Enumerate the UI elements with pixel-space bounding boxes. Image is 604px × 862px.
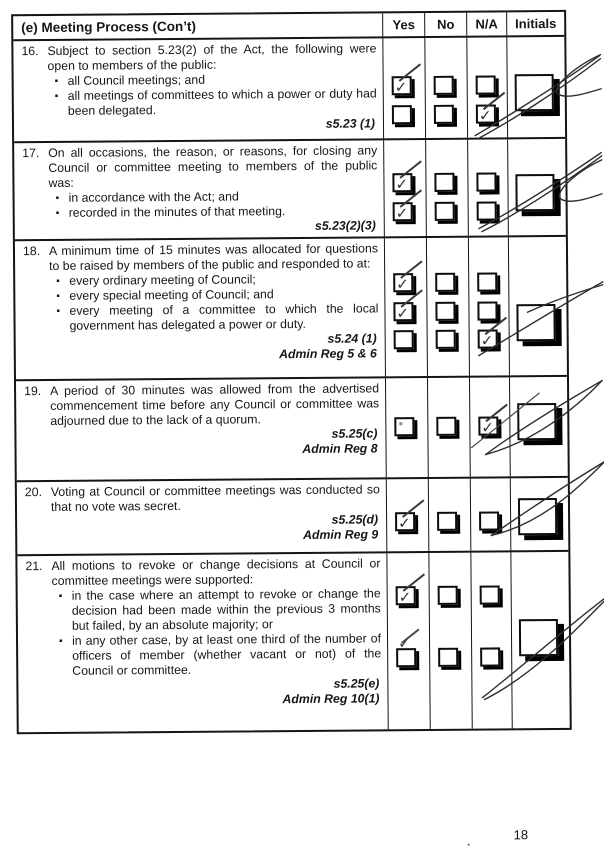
bullet-item: ▪ all meetings of committees to which a power or duty had been delegated. <box>55 86 377 119</box>
checkbox-16b-no[interactable] <box>434 105 454 124</box>
checkbox-16a-yes[interactable] <box>392 76 412 95</box>
no-cell <box>426 238 469 376</box>
checklist-table <box>11 10 572 734</box>
yes-cell <box>386 479 429 551</box>
checkbox-18c-no[interactable] <box>436 330 456 349</box>
item-number: 20. <box>24 485 43 500</box>
statute-ref: Admin Reg 9 <box>302 527 379 542</box>
item-number: 21. <box>25 559 43 574</box>
initials-box-21[interactable] <box>519 619 558 656</box>
na-cell <box>468 237 509 375</box>
checkbox-16a-no[interactable] <box>434 76 454 95</box>
initials-cell <box>506 37 565 137</box>
no-cell <box>427 378 470 477</box>
bullet-item: ▪ in any other case, by at least one third of the number of officers of member (whether vacant or not) of the Council or committee. <box>59 631 381 679</box>
item-text: Voting at Council or committee meetings was conducted so that no vote was secret. <box>50 482 380 514</box>
checkbox-19-na[interactable] <box>478 416 498 435</box>
scan-speck <box>468 844 470 846</box>
na-cell <box>470 552 511 728</box>
checkbox-18c-yes[interactable] <box>394 330 414 349</box>
checkbox-19-yes[interactable] <box>394 417 414 436</box>
checkbox-19-no[interactable] <box>436 417 456 436</box>
bullet-item: ▪ every meeting of a committee to which the local government has delegated a power or duty. <box>56 301 378 334</box>
na-cell <box>470 478 511 550</box>
initials-cell <box>508 237 567 375</box>
checkbox-21b-na[interactable] <box>480 647 500 666</box>
initials-box-18[interactable] <box>516 304 555 341</box>
statute-ref: s5.25(d) <box>331 512 379 527</box>
checkbox-18a-yes[interactable] <box>393 273 413 292</box>
table-row-17 <box>14 137 566 239</box>
item-text: A period of 30 minutes was allowed from the advertised commencement time before any Council or committee was adjourned due to the lack of a quorum. <box>50 381 380 428</box>
na-cell <box>469 377 510 476</box>
initials-cell <box>510 478 569 550</box>
bullet-item: ▪ every ordinary meeting of Council; <box>56 271 378 289</box>
yes-cell <box>384 238 427 376</box>
statute-ref: s5.25(e) <box>333 676 380 691</box>
column-header-yes: Yes <box>382 13 424 36</box>
page-number: 18 <box>513 827 529 843</box>
bullet-item: ▪ in accordance with the Act; and <box>56 188 378 206</box>
checkbox-16a-na[interactable] <box>476 75 496 94</box>
checkbox-17a-na[interactable] <box>476 172 496 191</box>
checkbox-18c-na[interactable] <box>478 329 498 348</box>
checkbox-18a-na[interactable] <box>477 272 497 291</box>
checkbox-21b-yes[interactable] <box>396 648 416 667</box>
no-cell <box>425 140 468 236</box>
item-text: Subject to section 5.23(2) of the Act, the following were open to members of the public: <box>47 41 377 73</box>
yes-cell <box>382 38 425 138</box>
table-row-18 <box>15 235 567 379</box>
item-number: 17. <box>22 146 40 161</box>
checkbox-16b-yes[interactable] <box>392 105 412 124</box>
bullet-item: ▪ recorded in the minutes of that meeting. <box>56 203 378 221</box>
section-title: (e) Meeting Process (Con’t) <box>21 18 197 36</box>
statute-ref: s5.23(2)(3) <box>314 218 376 233</box>
table-row-20 <box>17 476 569 554</box>
no-cell <box>424 38 467 138</box>
initials-cell <box>507 139 566 235</box>
initials-box-17[interactable] <box>515 174 554 211</box>
checkbox-21a-no[interactable] <box>438 586 458 605</box>
checkbox-20-yes[interactable] <box>395 512 415 531</box>
checkbox-17a-yes[interactable] <box>392 173 412 192</box>
checkbox-18b-yes[interactable] <box>393 302 413 321</box>
no-cell <box>428 479 471 551</box>
na-cell <box>467 139 508 235</box>
checkbox-21a-na[interactable] <box>480 585 500 604</box>
statute-ref: Admin Reg 5 & 6 <box>279 346 377 362</box>
table-row-21 <box>17 550 569 732</box>
checkbox-20-na[interactable] <box>479 511 499 530</box>
column-header-initials: Initials <box>506 12 564 35</box>
initials-box-19[interactable] <box>517 403 556 440</box>
checkbox-17a-no[interactable] <box>434 173 454 192</box>
yes-cell <box>385 378 428 477</box>
statute-ref: s5.24 (1) <box>327 331 377 346</box>
item-text: A minimum time of 15 minutes was allocated for questions to be raised by members of the public and responded to at: <box>48 241 379 273</box>
item-text: All motions to revoke or change decisions at Council or committee meetings were supported: <box>51 556 381 588</box>
checkbox-21a-yes[interactable] <box>396 586 416 605</box>
item-number: 19. <box>24 384 42 399</box>
statute-ref: s5.25(c) <box>331 426 378 441</box>
initials-cell <box>510 552 569 728</box>
table-row-16 <box>13 35 565 141</box>
column-header-na: N/A <box>466 12 506 35</box>
item-number: 16. <box>21 44 39 59</box>
statute-ref: Admin Reg 10(1) <box>282 691 380 707</box>
checkbox-18b-na[interactable] <box>477 301 497 320</box>
na-cell <box>466 37 507 137</box>
yes-cell <box>386 553 429 729</box>
initials-box-16[interactable] <box>515 74 554 111</box>
statute-ref: s5.23 (1) <box>325 116 376 131</box>
statute-ref: Admin Reg 8 <box>302 441 378 456</box>
no-cell <box>428 553 471 729</box>
checkbox-17b-na[interactable] <box>477 201 497 220</box>
checkbox-17b-yes[interactable] <box>393 202 413 221</box>
checkbox-17b-no[interactable] <box>435 202 455 221</box>
table-row-19 <box>16 375 568 480</box>
initials-cell <box>509 377 568 476</box>
column-header-no: No <box>424 13 466 36</box>
bullet-item: ▪ every special meeting of Council; and <box>56 286 378 304</box>
bullet-item: ▪ in the case where an attempt to revoke or change the decision had been made within the previous 3 months but failed, by an absolute majority; or <box>59 586 381 634</box>
item-number: 18. <box>22 244 41 259</box>
checkbox-21b-no[interactable] <box>438 648 458 667</box>
yes-cell <box>383 140 426 236</box>
checkbox-20-no[interactable] <box>437 512 457 531</box>
checkbox-18a-no[interactable] <box>435 273 455 292</box>
initials-box-20[interactable] <box>518 498 557 535</box>
item-text: On all occasions, the reason, or reasons, for closing any Council or committee meeting to members of the public was: <box>48 143 378 190</box>
bullet-item: ▪ all Council meetings; and <box>55 71 377 89</box>
checkbox-18b-no[interactable] <box>435 302 455 321</box>
checkbox-16b-na[interactable] <box>476 104 496 123</box>
